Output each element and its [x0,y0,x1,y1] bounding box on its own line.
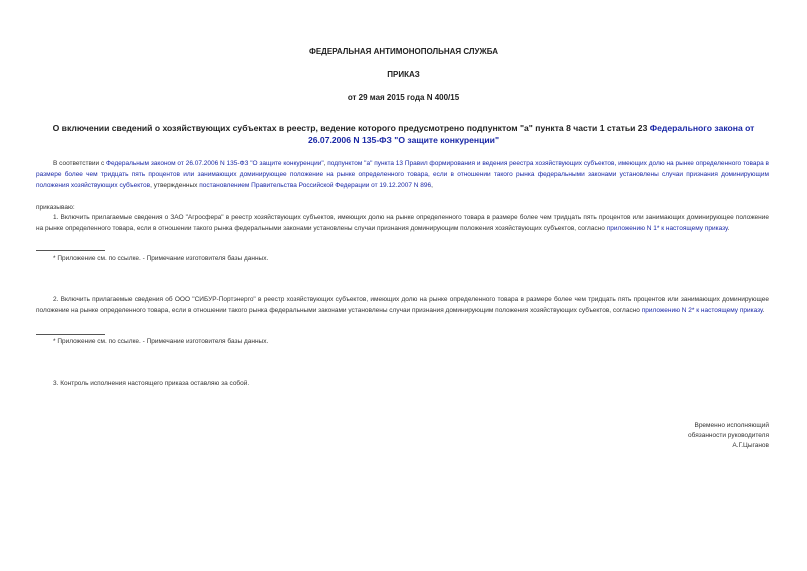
item-1-text: 1. Включить прилагаемые сведения о ЗАО "Агросфера" в реестр хозяйствующих субъектов, имеющих долю на рынке определенного товара в размере более чем тридцать пять процентов или занимающих доминирующее положение на рынке определенного товара, если в отношении такого рынка федеральными законами установлены случаи признания доминирующим положения хозяйствующих субъектов, согласно [36,214,769,233]
preamble-paragraph [36,158,769,192]
title-text: О включении сведений о хозяйствующих субъектах в реестр, ведение которого предусмотрено подпунктом "а" пункта 8 части 1 статьи 23 [52,123,650,133]
footnote-1: * Приложение см. по ссылке. - Примечание изготовителя базы данных. [53,255,269,262]
item-1-paragraph [36,212,769,234]
document-title [36,122,771,146]
footnote-2: * Приложение см. по ссылке. - Примечание изготовителя базы данных. [53,338,269,345]
agency-heading: ФЕДЕРАЛЬНАЯ АНТИМОНОПОЛЬНАЯ СЛУЖБА [309,47,498,56]
federal-law-link[interactable]: Федеральным законом от 26.07.2006 N 135-ФЗ "О защите конкуренции" [106,160,324,167]
item-2-paragraph [36,294,769,316]
appendix-1-link[interactable]: приложению N 1* к настоящему приказу [606,225,728,233]
government-decree-link[interactable]: постановлением Правительства Российской Федерации от 19.12.2007 N 896 [199,182,432,190]
appendix-2-link[interactable]: приложению N 2* к настоящему приказу [641,307,763,315]
item-2-text: 2. Включить прилагаемые сведения об ООО "СИБУР-Портэнерго" в реестр хозяйствующих субъектов, имеющих долю на рынке определенного товара в размере более чем тридцать пять процентов или занимающих доминирующее положение на рынке определенного товара, если в отношении такого рынка федеральными законами установлены случаи признания доминирующим положения хозяйствующих субъектов, согласно [36,296,769,315]
footnote-divider-1 [36,250,105,251]
item-3-paragraph: 3. Контроль исполнения настоящего приказа оставляю за собой. [53,380,250,387]
item-1-end: . [727,225,730,233]
signature-line-2: обязанности руководителя [688,432,769,439]
signature-name: А.Г.Цыганов [732,442,769,449]
doc-type-heading: ПРИКАЗ [387,70,420,79]
signature-line-1: Временно исполняющий [694,422,769,429]
signature-block [569,421,769,451]
order-word: приказываю: [36,204,75,211]
federal-law-title-link[interactable]: Федерального закона от 26.07.2006 N 135-ФЗ "О защите конкуренции" [307,123,755,145]
footnote-divider-2 [36,334,105,335]
preamble-text-1: В соответствии с [53,160,107,167]
rules-subpoint-link[interactable]: подпунктом "а" пункта 13 Правил формирования и ведения реестра хозяйствующих субъектов, имеющих долю на рынке определенного товара в размере более чем тридцать пять процентов или занимающих доминирующее положение на рынке определенного товара, если в отношении такого рынка федеральными законами установлены случаи признания доминирующим положения хозяйствующих субъектов [36,160,769,190]
preamble-text-3: , утвержденных [150,182,200,190]
date-number-heading: от 29 мая 2015 года N 400/15 [347,93,460,102]
preamble-text-2: , [323,160,328,167]
item-2-end: . [762,307,765,315]
preamble-text-4: , [431,182,433,190]
